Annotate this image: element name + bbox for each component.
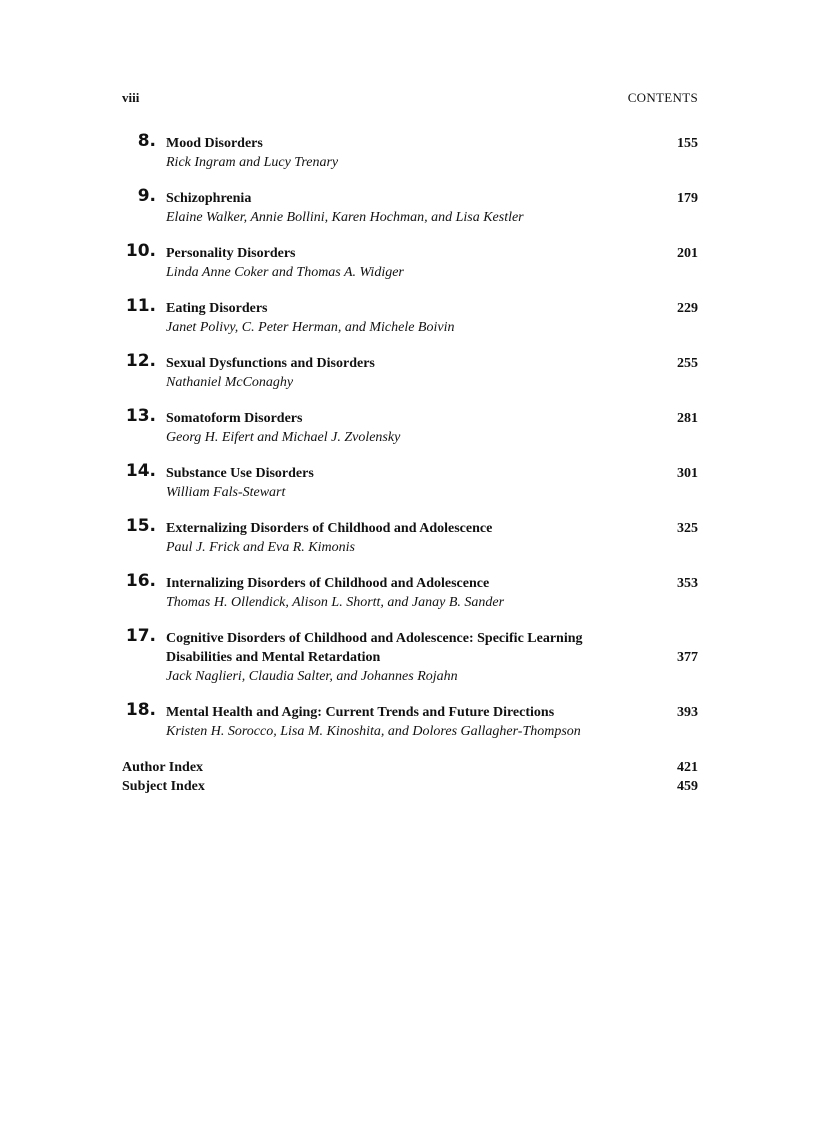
chapter-page: 301: [677, 466, 698, 481]
toc-entry-10[interactable]: [122, 241, 698, 282]
chapter-number: 17.: [125, 626, 156, 646]
index-label: Author Index: [122, 760, 204, 775]
chapter-page: 255: [677, 356, 698, 371]
chapter-title: Schizophrenia: [166, 191, 252, 206]
chapter-page: 325: [677, 521, 698, 536]
chapter-title: Internalizing Disorders of Childhood and Adolescence: [166, 576, 490, 591]
chapter-authors: Paul J. Frick and Eva R. Kimonis: [166, 540, 355, 555]
index-page: 459: [677, 779, 698, 794]
chapter-title-line-2: Disabilities and Mental Retardation: [166, 650, 381, 665]
chapter-authors: Nathaniel McConaghy: [166, 375, 294, 390]
chapter-authors: Elaine Walker, Annie Bollini, Karen Hochman, and Lisa Kestler: [166, 210, 524, 225]
chapter-page: 393: [677, 705, 698, 720]
chapter-authors: Georg H. Eifert and Michael J. Zvolensky: [166, 430, 401, 445]
toc-entry-14[interactable]: [122, 461, 698, 502]
chapter-page: 377: [677, 650, 698, 665]
chapter-number: 8.: [137, 131, 156, 151]
chapter-number: 16.: [125, 571, 156, 591]
chapter-page: 353: [677, 576, 698, 591]
toc-entry-17[interactable]: [122, 626, 698, 686]
toc-entry-15[interactable]: [122, 516, 698, 557]
toc-entry-16[interactable]: [122, 571, 698, 612]
chapter-title: Externalizing Disorders of Childhood and Adolescence: [166, 521, 493, 536]
author-index-entry[interactable]: [122, 758, 698, 777]
running-head: CONTENTS: [627, 90, 698, 105]
chapter-number: 15.: [125, 516, 156, 536]
chapter-title: Somatoform Disorders: [166, 411, 303, 426]
chapter-page: 229: [677, 301, 698, 316]
chapter-title: Mental Health and Aging: Current Trends and Future Directions: [166, 705, 555, 720]
index-page: 421: [677, 760, 698, 775]
chapter-authors: Thomas H. Ollendick, Alison L. Shortt, and Janay B. Sander: [166, 595, 505, 610]
chapter-authors: Rick Ingram and Lucy Trenary: [166, 155, 339, 170]
toc-entry-9[interactable]: [122, 186, 698, 227]
page-header: [122, 90, 698, 108]
chapter-page: 201: [677, 246, 698, 261]
chapter-authors: Linda Anne Coker and Thomas A. Widiger: [166, 265, 404, 280]
toc-entry-8[interactable]: [122, 131, 698, 172]
chapter-page: 281: [677, 411, 698, 426]
toc-entry-13[interactable]: [122, 406, 698, 447]
chapter-title-line-1: Cognitive Disorders of Childhood and Adolescence: Specific Learning: [166, 631, 583, 646]
subject-index-entry[interactable]: [122, 777, 698, 796]
chapter-title: Sexual Dysfunctions and Disorders: [166, 356, 375, 371]
chapter-title: Eating Disorders: [166, 301, 268, 316]
chapter-page: 155: [677, 136, 698, 151]
index-label: Subject Index: [122, 779, 205, 794]
chapter-number: 14.: [125, 461, 156, 481]
chapter-authors: Janet Polivy, C. Peter Herman, and Michele Boivin: [166, 320, 455, 335]
chapter-page: 179: [677, 191, 698, 206]
toc-entry-18[interactable]: [122, 700, 698, 741]
chapter-title: Mood Disorders: [166, 136, 263, 151]
index-list: [122, 758, 698, 796]
chapter-authors: William Fals-Stewart: [166, 485, 286, 500]
chapter-number: 18.: [125, 700, 156, 720]
chapter-number: 9.: [137, 186, 156, 206]
chapter-title: Personality Disorders: [166, 246, 296, 261]
chapter-title: Substance Use Disorders: [166, 466, 314, 481]
chapter-authors: Jack Naglieri, Claudia Salter, and Johannes Rojahn: [166, 669, 458, 684]
table-of-contents: [122, 131, 698, 796]
chapter-number: 12.: [125, 351, 156, 371]
chapter-number: 13.: [125, 406, 156, 426]
chapter-number: 11.: [125, 296, 156, 316]
chapter-number: 10.: [125, 241, 156, 261]
page-number: viii: [122, 90, 140, 105]
chapter-authors: Kristen H. Sorocco, Lisa M. Kinoshita, and Dolores Gallagher-Thompson: [166, 724, 581, 739]
toc-entry-12[interactable]: [122, 351, 698, 392]
toc-entry-11[interactable]: [122, 296, 698, 337]
